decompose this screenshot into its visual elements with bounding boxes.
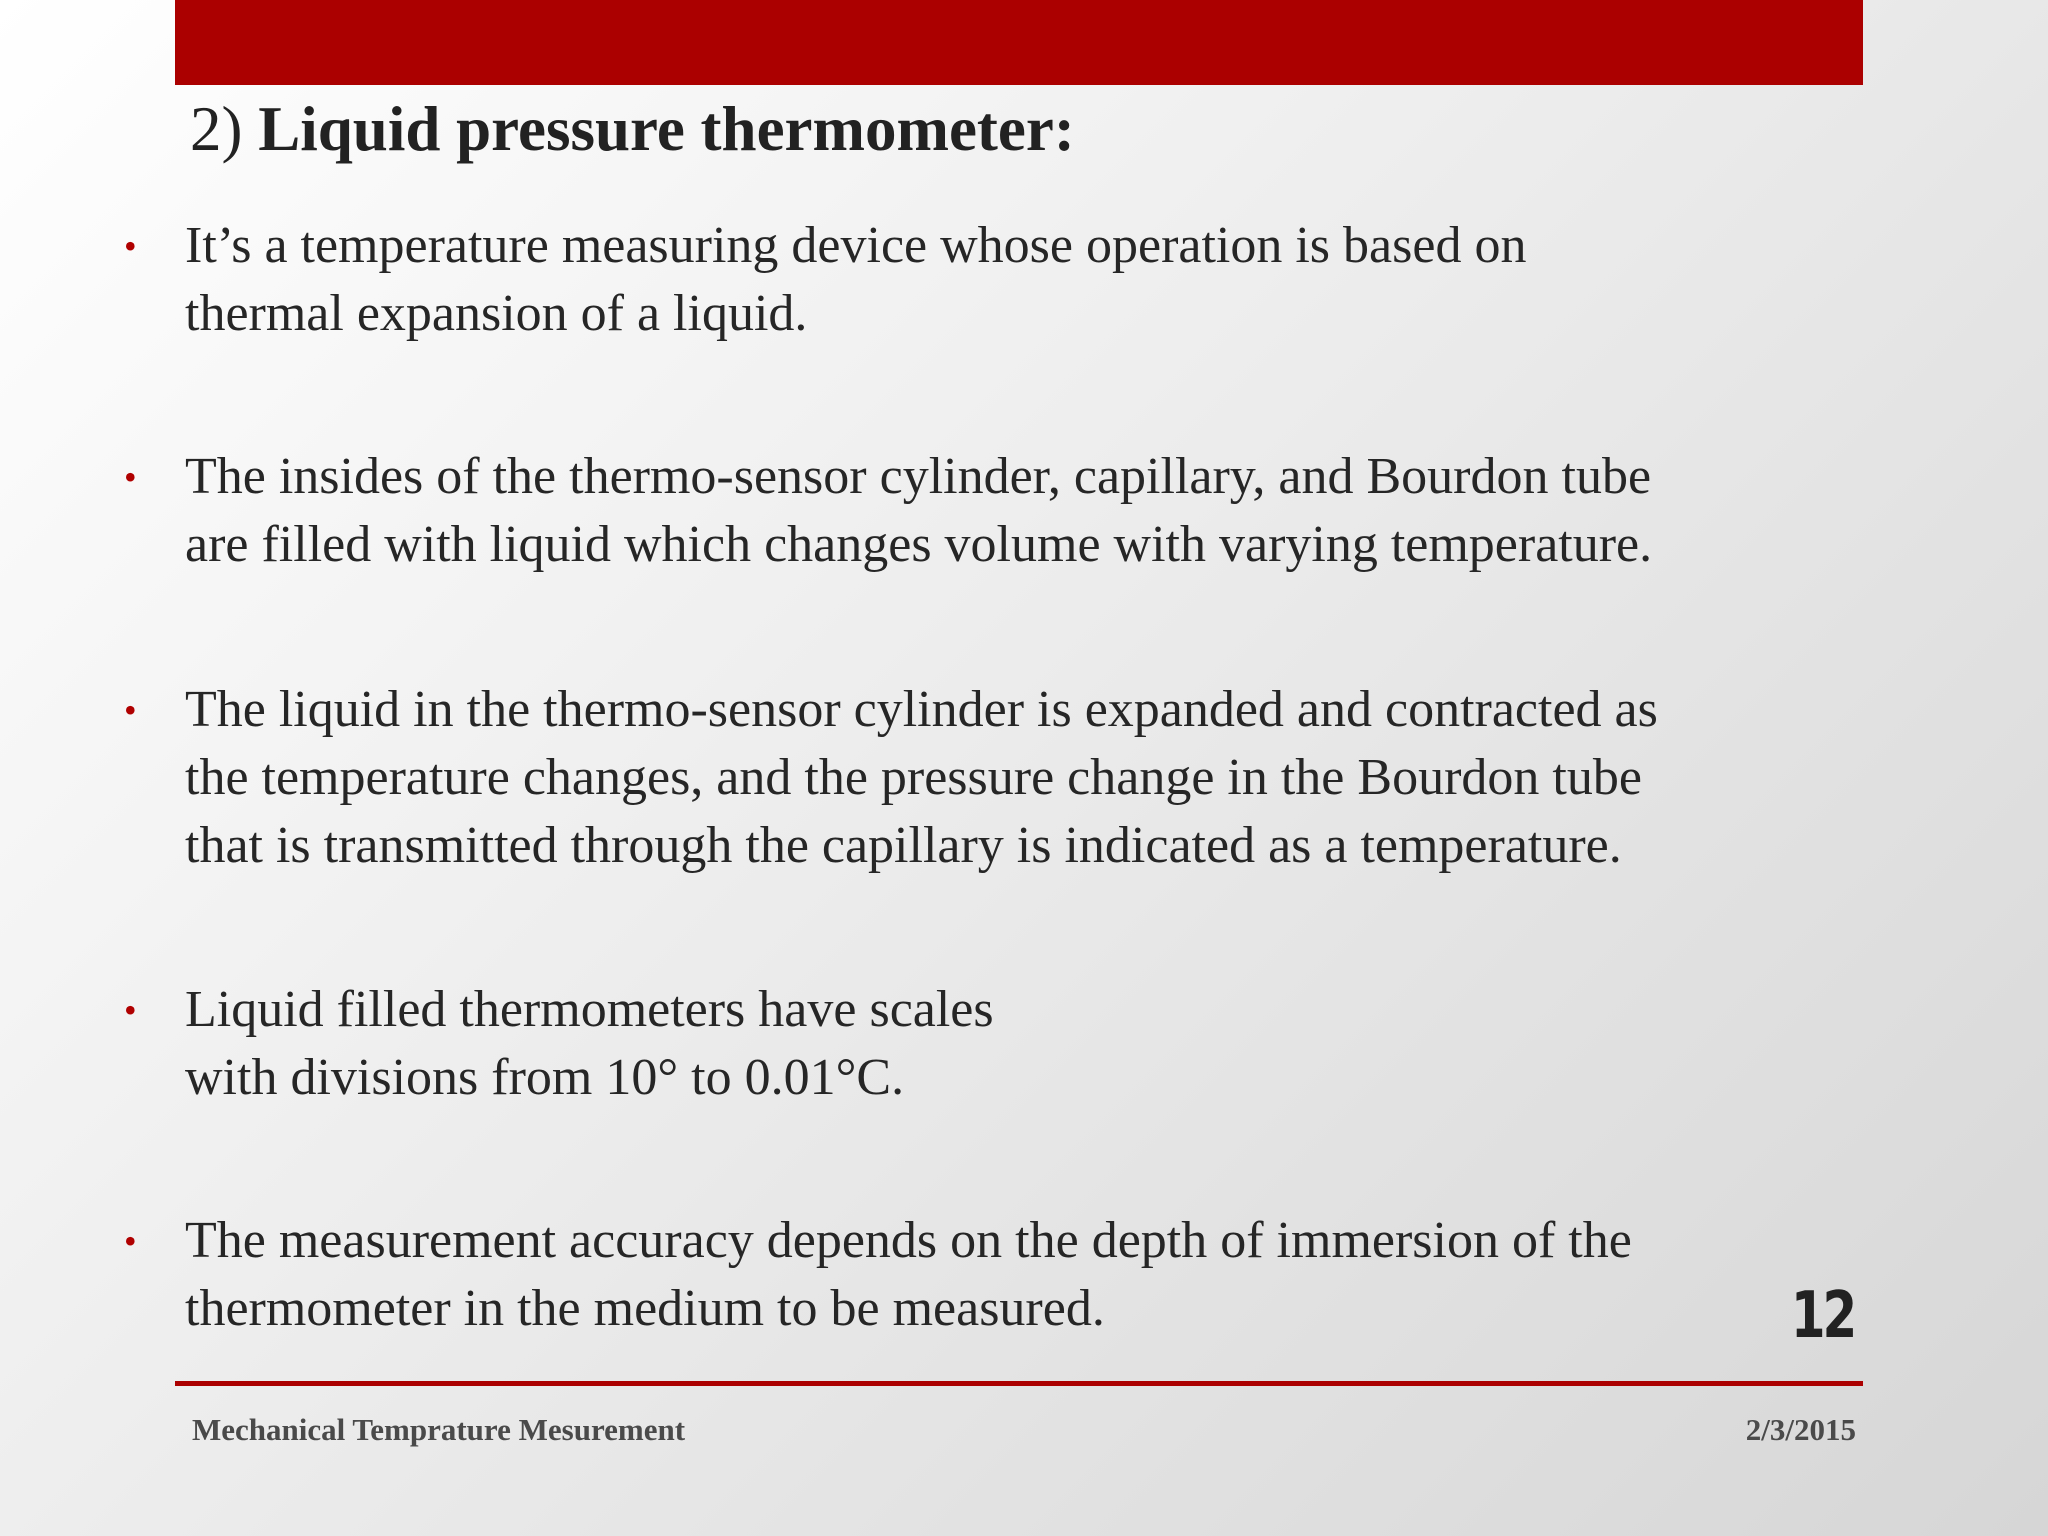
footer-divider [175, 1381, 1863, 1386]
top-accent-bar [175, 0, 1863, 85]
bullet-text: Liquid filled thermometers have scales with divisions from 10° to 0.01°C. [185, 981, 994, 1106]
page-number: 12 [1790, 1279, 1854, 1353]
bullet-text: The insides of the thermo-sensor cylinder, capillary, and Bourdon tube are filled with liquid which changes volume with varying temperature. [185, 448, 1653, 573]
bullet-marker: • [124, 690, 137, 730]
bullet-text: The liquid in the thermo-sensor cylinder is expanded and contracted as the temperature changes, and the pressure change in the Bourdon tube that is transmitted through the capillary is indicated as a temperature. [185, 681, 1658, 874]
title-number: 2) [190, 94, 243, 164]
footer-date: 2/3/2015 [1745, 1412, 1856, 1447]
bullet-marker: • [124, 1221, 137, 1261]
bullet-marker: • [124, 990, 137, 1030]
title-text: Liquid pressure thermometer: [258, 94, 1075, 164]
bullet-marker: • [124, 226, 137, 266]
footer-title: Mechanical Temprature Mesurement [192, 1412, 686, 1447]
bullet-marker: • [124, 457, 137, 497]
bullet-text: The measurement accuracy depends on the depth of immersion of the thermometer in the medium to be measured. [185, 1212, 1632, 1337]
slide-title [190, 92, 1075, 166]
bullet-text: It’s a temperature measuring device whose operation is based on thermal expansion of a liquid. [185, 217, 1527, 342]
